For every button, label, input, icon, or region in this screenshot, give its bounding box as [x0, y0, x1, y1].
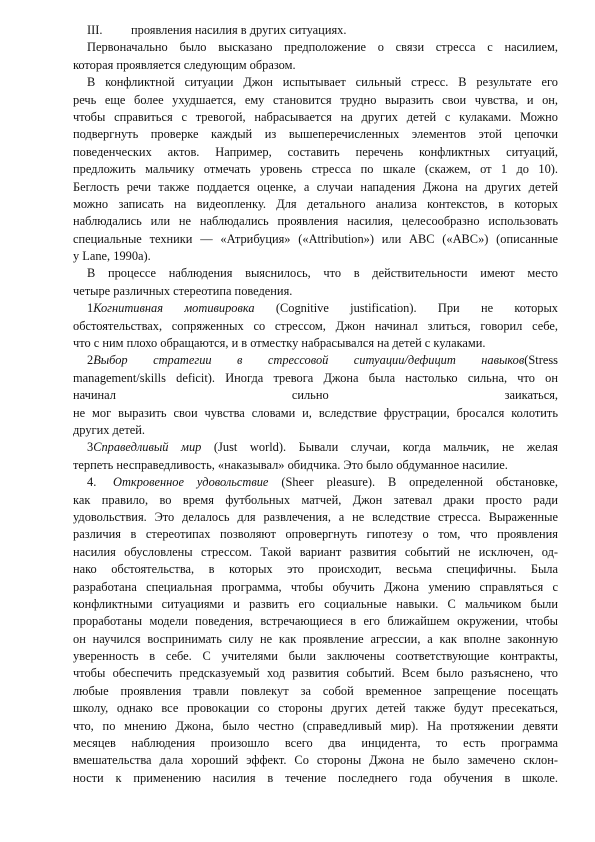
- paragraph-line: проработаны модели поведения, встречающиеся в его ближайшем окружении, чтобы: [73, 614, 558, 629]
- paragraph-line: конфликтными ситуациями и развить его социальные навыки. С мальчиком были: [73, 596, 558, 611]
- list-item-title: Выбор стратегии в стрессовой ситуации/дефицит навыков: [93, 353, 525, 368]
- paragraph-line: В процессе наблюдения выяснилось, что в действительности имеют место: [87, 266, 558, 281]
- list-item-first-line: [73, 439, 558, 456]
- list-item-title: Откровенное удовольствие: [113, 475, 269, 490]
- section-heading-number: III.: [87, 23, 103, 37]
- paragraph-line: наблюдались или не наблюдались проявления насилия, целесообразно использовать: [73, 214, 558, 229]
- paragraph-line: разработана специальная программа, чтобы обучить Джона умению справляться с: [73, 579, 558, 594]
- spread-word: сильно: [291, 388, 329, 403]
- list-item-first-line: [73, 474, 558, 491]
- list-item-sheer-pleasure: [73, 474, 558, 787]
- paragraph-line: ности к применению насилия в течение последнего года обучения в школе.: [73, 770, 558, 785]
- paragraph-line: нако обстоятельства, в которых это происходит, весьма специфичны. Была: [73, 562, 558, 577]
- paragraph-line: других детей.: [73, 422, 145, 437]
- list-item-number: 1: [87, 301, 94, 316]
- paragraph-line: Первоначально было высказано предположение о связи стресса с насилием,: [87, 40, 558, 55]
- list-item-text: (Stress: [524, 353, 558, 368]
- paragraph-line: как правило, во время футбольных матчей, Джон затевал драки просто ради: [73, 492, 558, 507]
- paragraph-line: чтобы справиться с тревогой, набрасывается на других детей с кулаками. Можно: [73, 109, 558, 124]
- paragraph-observation: [73, 265, 558, 300]
- paragraph-line: речь еще более ухудшается, ему становится трудно выразить свои чувства, и он,: [73, 92, 558, 107]
- section-heading-text: проявления насилия в других ситуациях.: [131, 23, 347, 37]
- spread-word: заикаться,: [504, 388, 558, 403]
- paragraph-line: уверенность в себе. С учителями были заключены соответствующие контракты,: [73, 649, 558, 664]
- paragraph-line: management/skills deficit). Иногда тревога Джона была настолько сильна, что он: [73, 370, 558, 385]
- paragraph-line: он научился воспринимать силу не как проявление агрессии, а как вполне законную: [73, 631, 558, 646]
- paragraph-line: подвергнуть проверке каждый из вышеперечисленных элементов этой цепочки: [73, 127, 558, 142]
- paragraph-line: различия в стереотипах позволяют опровергнуть гипотезу о том, что проявления: [73, 527, 558, 542]
- paragraph-line: месяцев наблюдения произошло всего два инцидента, то есть программа: [73, 736, 558, 751]
- list-item-number: 4.: [87, 475, 97, 490]
- paragraph-line: поведенческих актов. Например, составить перечень конфликтных ситуаций,: [73, 144, 558, 159]
- paragraph-line: вмешательства дала хороший эффект. Со стороны Джона не было замечено склон-: [73, 753, 558, 768]
- paragraph-line: не мог выразить свои чувства словами и, вследствие фрустрации, бросался колотить: [73, 405, 558, 420]
- paragraph-line: обстоятельствах, сопряженных со стрессом, Джон начинал злиться, говорил себе,: [73, 318, 558, 333]
- list-item-text: (Cognitive justification). При не которых: [254, 301, 559, 316]
- paragraph-line: которая проявляется следующим образом.: [73, 57, 296, 72]
- list-item-title: Справедливый мир: [93, 440, 202, 455]
- paragraph-line: Беглость речи также поддается оценке, а случаи нападения Джона на других детей: [73, 179, 558, 194]
- paragraph-hypothesis: [73, 39, 558, 74]
- list-item-text: (Sheer pleasure). В определенной обстановке,: [268, 475, 558, 490]
- list-item-cognitive-justification: [73, 300, 558, 352]
- paragraph-line: школу, однако все провокации со стороны других детей также будут пресекаться,: [73, 701, 558, 716]
- list-item-stress-management: [73, 352, 558, 439]
- document-page: [73, 22, 558, 787]
- list-item-just-world: [73, 439, 558, 474]
- section-heading: [73, 22, 558, 39]
- paragraph-line: у Lane, 1990a).: [73, 249, 151, 264]
- list-item-number: 2: [87, 353, 94, 368]
- paragraph-line: специальные техники — «Атрибуция» («Attribution») или ABC («ABC») (описанные: [73, 231, 558, 246]
- paragraph-line: В конфликтной ситуации Джон испытывает сильный стресс. В результате его: [87, 75, 558, 90]
- paragraph-line: насилия обусловлены стрессом. Такой вариант развития событий не исключен, од-: [73, 544, 558, 559]
- paragraph-line: чтобы обеспечить предсказуемый ход развития событий. Всем было разъяснено, что: [73, 666, 558, 681]
- spread-word: начинал: [73, 388, 116, 403]
- paragraph-line: можно записать на видеопленку. Для детального анализа контекстов, в которых: [73, 196, 558, 211]
- paragraph-line: что с ним плохо обращаются, и в отместку набрасывался на детей с кулаками.: [73, 336, 486, 351]
- paragraph-line: что, по мнению Джона, было честно (справедливый мир). На протяжении девяти: [73, 718, 558, 733]
- paragraph-line: удовольствия. Это делалось для развлечения, а не вследствие стресса. Выраженные: [73, 509, 558, 524]
- list-item-number: 3: [87, 440, 94, 455]
- paragraph-line: предложить мальчику отмечать уровень стресса по шкале (скажем, от 1 до 10).: [73, 162, 558, 177]
- list-item-title: Когнитивная мотивировка: [93, 301, 255, 316]
- paragraph-line: любые проявления травли повлекут за собой временное запрещение посещать: [73, 683, 558, 698]
- paragraph-spread-line: [73, 387, 558, 404]
- list-item-text: (Just world). Бывали случаи, когда мальчик, не желая: [201, 440, 558, 455]
- paragraph-line: терпеть несправедливость, «наказывал» обидчика. Это было обдуманное насилие.: [73, 457, 508, 472]
- list-item-first-line: [73, 352, 558, 369]
- paragraph-line: четыре различных стереотипа поведения.: [73, 283, 293, 298]
- list-item-first-line: [73, 300, 558, 317]
- paragraph-conflict-situation: [73, 74, 558, 265]
